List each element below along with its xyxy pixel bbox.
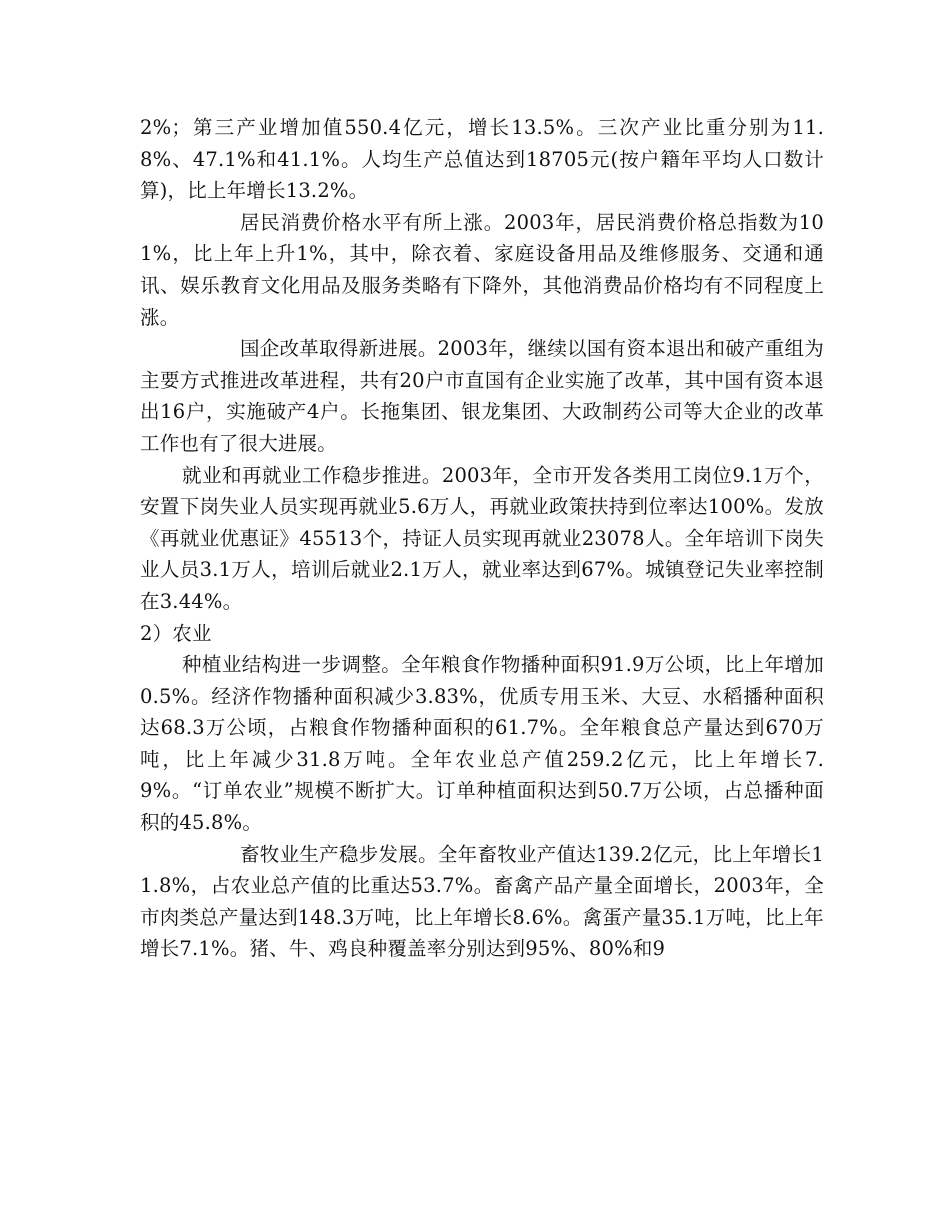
paragraph-employment: 就业和再就业工作稳步推进。2003年，全市开发各类用工岗位9.1万个，安置下岗失业人员实现再就业5.6万人，再就业政策扶持到位率达100%。发放《再就业优惠证》45513个，持证人员实现再就业23078人。全年培训下岗失业人员3.1万人，培训后就业2.1万人，就业率达到67%。城镇登记失业率控制在3.44%。 [140,463,824,613]
section-heading-agriculture: 2）农业 [140,621,212,645]
paragraph-crop-planting: 种植业结构进一步调整。全年粮食作物播种面积91.9万公顷，比上年增加0.5%。经济作物播种面积减少3.83%，优质专用玉米、大豆、水稻播种面积达68.3万公顷，占粮食作物播种面积的61.7%。全年粮食总产量达到670万吨，比上年减少31.8万吨。全年农业总产值259.2亿元，比上年增长7.9%。“订单农业”规模不断扩大。订单种植面积达到50.7万公顷，占总播种面积的45.8%。 [140,653,824,835]
document-body [140,112,824,965]
paragraph-animal-husbandry: 畜牧业生产稳步发展。全年畜牧业产值达139.2亿元，比上年增长11.8%，占农业总产值的比重达53.7%。畜禽产品产量全面增长，2003年，全市肉类总产量达到148.3万吨，比上年增长8.6%。禽蛋产量35.1万吨，比上年增长7.1%。猪、牛、鸡良种覆盖率分别达到95%、80%和9 [140,842,824,961]
paragraph-soe-reform: 国企改革取得新进展。2003年，继续以国有资本退出和破产重组为主要方式推进改革进程，共有20户市直国有企业实施了改革，其中国有资本退出16户，实施破产4户。长拖集团、银龙集团、大政制药公司等大企业的改革工作也有了很大进展。 [140,337,824,455]
paragraph-consumer-prices: 居民消费价格水平有所上涨。2003年，居民消费价格总指数为101%，比上年上升1%，其中，除衣着、家庭设备用品及维修服务、交通和通讯、娱乐教育文化用品及服务类略有下降外，其他消费品价格均有不同程度上涨。 [140,210,824,329]
paragraph-industry-structure: 2%；第三产业增加值550.4亿元，增长13.5%。三次产业比重分别为11.8%、47.1%和41.1%。人均生产总值达到18705元(按户籍年平均人口数计算)，比上年增长13.2%。 [140,116,824,203]
